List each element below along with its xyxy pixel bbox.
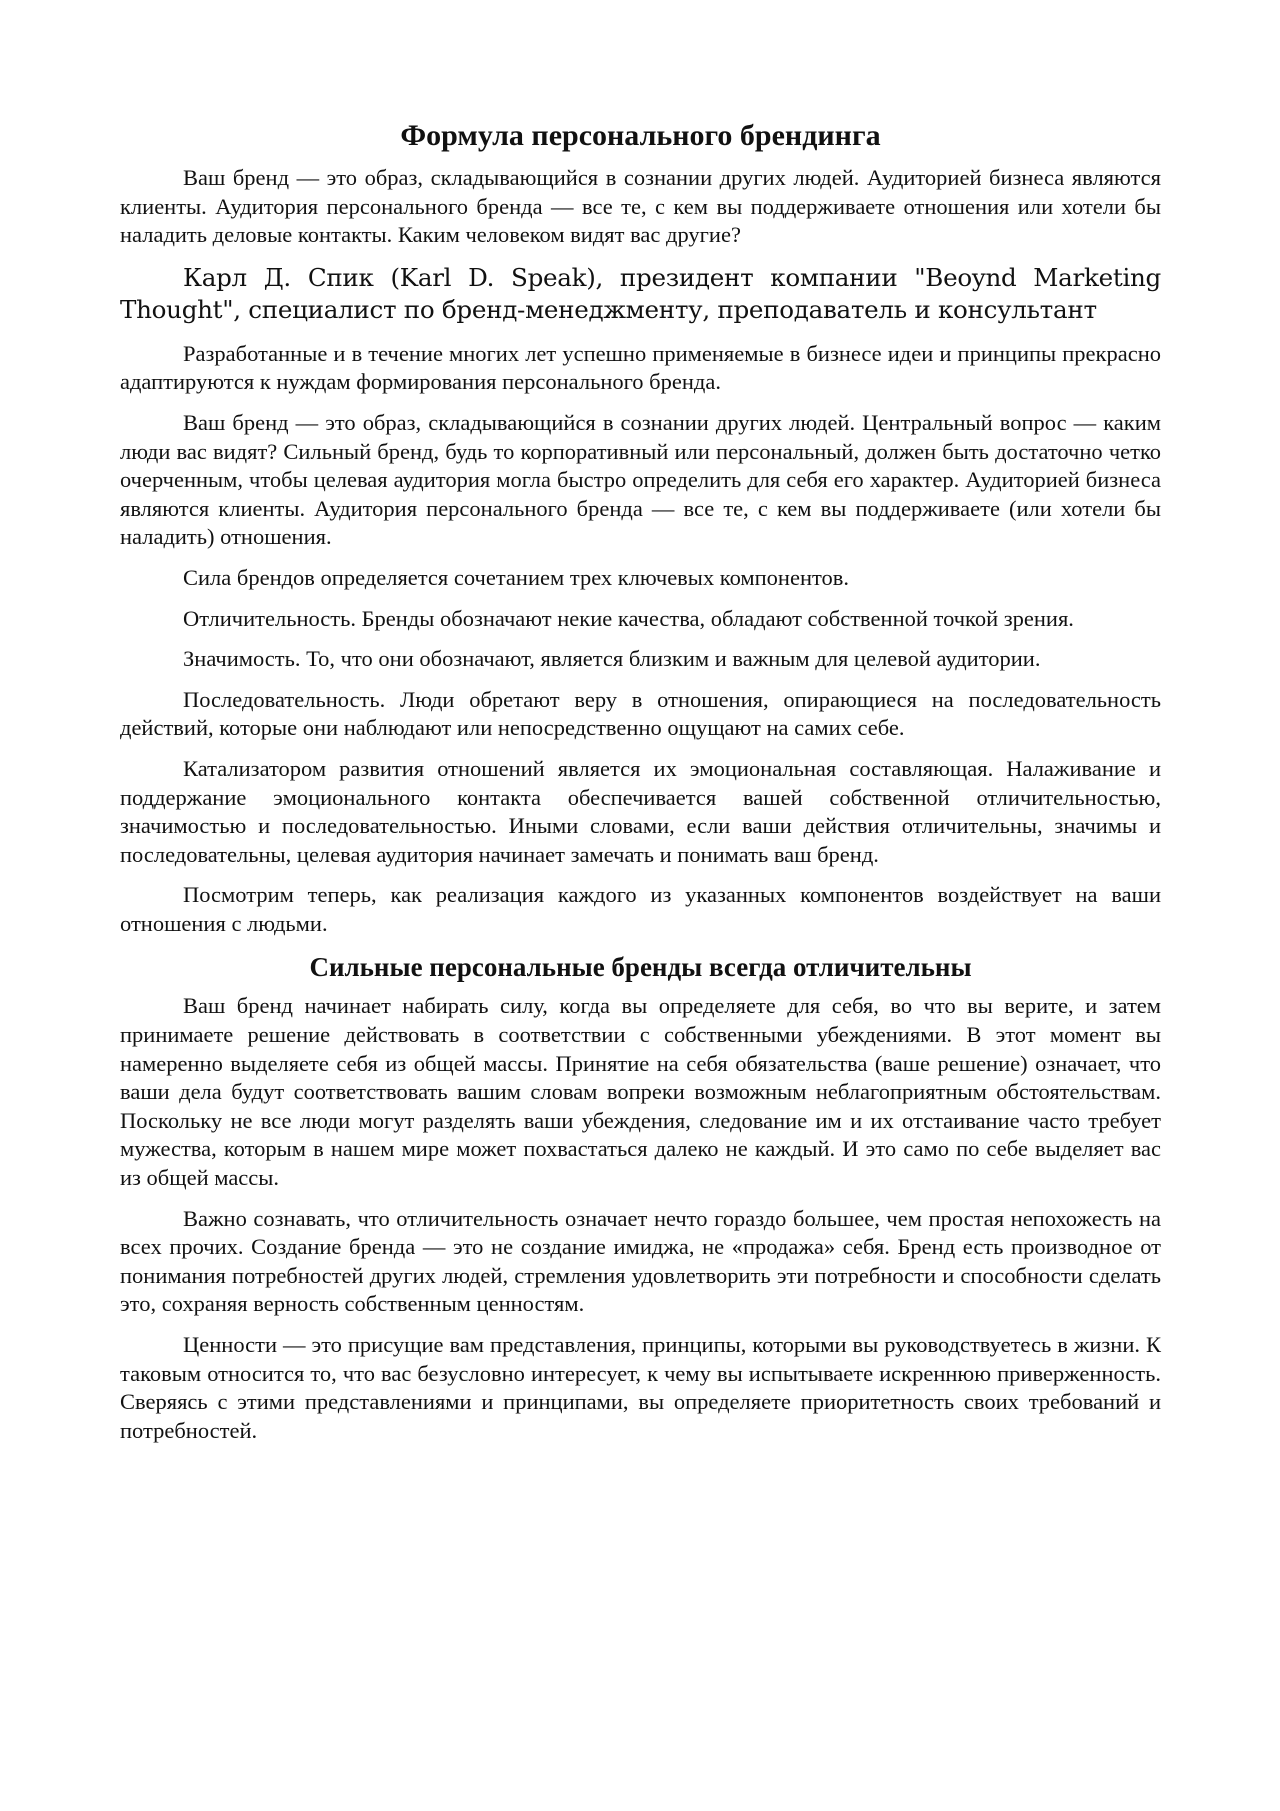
paragraph: Катализатором развития отношений является их эмоциональная составляющая. Налаживание и поддержание эмоционального контакта обеспечивается вашей собственной отличительностью, значимостью и последовательностью. Иными словами, если ваши действия отличительны, значимы и последовательны, целевая аудитория начинает замечать и понимать ваш бренд.	[120, 755, 1161, 867]
document-body	[120, 118, 1161, 1457]
paragraph-relevance: Значимость. То, что они обозначают, является близким и важным для целевой аудитории.	[183, 646, 1041, 672]
paragraph: Посмотрим теперь, как реализация каждого из указанных компонентов воздействует на ваши отношения с людьми.	[120, 882, 1161, 936]
paragraph-distinctiveness: Отличительность. Бренды обозначают некие качества, обладают собственной точкой зрения.	[183, 605, 1074, 631]
paragraph: Ваш бренд — это образ, складывающийся в сознании других людей. Центральный вопрос — каким люди вас видят? Сильный бренд, будь то корпоративный или персональный, должен быть достаточно четко очерченным, чтобы целевая аудитория могла быстро определить для себя его характер. Аудиторией бизнеса являются клиенты. Аудитория персонального бренда — все те, с кем вы поддерживаете (или хотели бы наладить) отношения.	[120, 409, 1161, 550]
paragraph-intro: Ваш бренд — это образ, складывающийся в сознании других людей. Аудиторией бизнеса являются клиенты. Аудитория персонального бренда — все те, с кем вы поддерживаете отношения или хотели бы наладить деловые контакты. Каким человеком видят вас другие?	[120, 165, 1161, 248]
author-attribution: Карл Д. Спик (Karl D. Speak), президент компании "Beoynd Marketing Thought", специалист по бренд-менеджменту, преподаватель и консультант	[120, 262, 1161, 324]
document-title: Формула персонального брендинга	[400, 119, 881, 152]
paragraph: Сила брендов определяется сочетанием трех ключевых компонентов.	[183, 564, 850, 590]
paragraph: Разработанные и в течение многих лет успешно применяемые в бизнесе идеи и принципы прекрасно адаптируются к нуждам формирования персонального бренда.	[120, 340, 1161, 395]
section-heading: Сильные персональные бренды всегда отличительны	[309, 952, 972, 983]
paragraph-consistency: Последовательность. Люди обретают веру в отношения, опирающиеся на последовательность действий, которые они наблюдают или непосредственно ощущают на самих себе.	[120, 686, 1161, 741]
paragraph: Важно сознавать, что отличительность означает нечто гораздо большее, чем простая непохожесть на всех прочих. Создание бренда — это не создание имиджа, не «продажа» себя. Бренд есть производное от понимания потребностей других людей, стремления удовлетворить эти потребности и способности сделать это, сохраняя верность собственным ценностям.	[120, 1205, 1161, 1317]
paragraph: Ваш бренд начинает набирать силу, когда вы определяете для себя, во что вы верите, и затем принимаете решение действовать в соответствии с собственными убеждениями. В этот момент вы намеренно выделяете себя из общей массы. Принятие на себя обязательства (ваше решение) означает, что ваши дела будут соответствовать вашим словам вопреки возможным неблагоприятным обстоятельствам. Поскольку не все люди могут разделять ваши убеждения, следование им и их отстаивание часто требует мужества, которым в нашем мире может похвастаться далеко не каждый. И это само по себе выделяет вас из общей массы.	[120, 993, 1161, 1191]
paragraph: Ценности — это присущие вам представления, принципы, которыми вы руководствуетесь в жизни. К таковым относится то, что вас безусловно интересует, к чему вы испытываете искреннюю приверженность. Сверяясь с этими представлениями и принципами, вы определяете приоритетность своих требований и потребностей.	[120, 1332, 1161, 1443]
